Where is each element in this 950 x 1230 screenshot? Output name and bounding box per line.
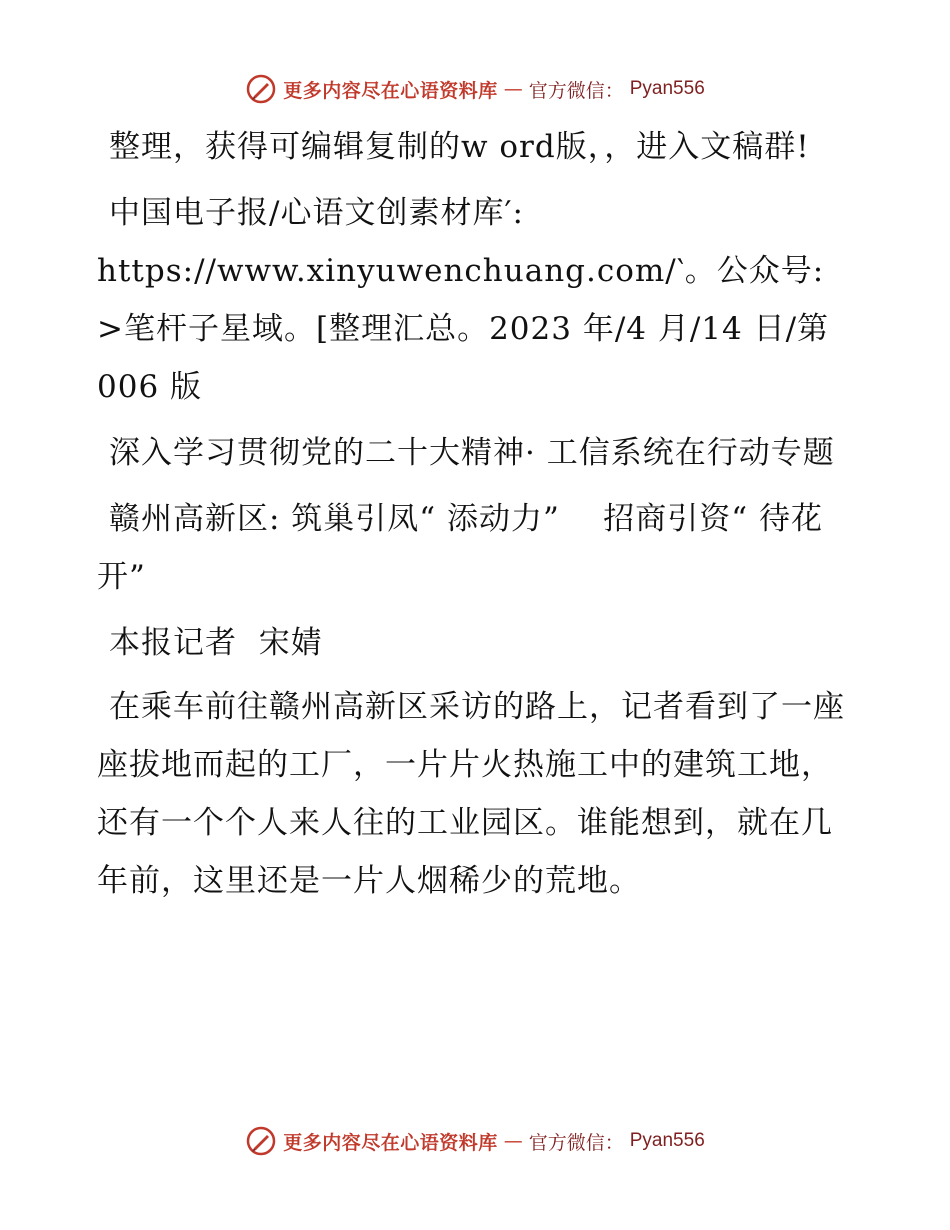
footer-dash: — bbox=[503, 1130, 523, 1152]
article-byline: 本报记者 宋婧 bbox=[109, 625, 323, 661]
footer-site-text: 更多内容尽在心语资料库 bbox=[283, 1131, 498, 1154]
article-body-paragraph: 在乘车前往赣州高新区采访的路上，记者看到了一座座拔地而起的工厂，一片片火热施工中的建筑工地，还有一个个人来人往的工业园区。谁能想到，就在几年前，这里还是一片人烟稀少的荒地。 bbox=[97, 689, 845, 899]
footer-contact-label: 官方微信： bbox=[528, 1131, 624, 1154]
banner-contact-id: Pyan556 bbox=[629, 78, 705, 99]
pen-logo-icon bbox=[245, 73, 277, 105]
banner-site-text: 更多内容尽在心语资料库 bbox=[283, 79, 498, 102]
banner-dash: — bbox=[503, 78, 523, 100]
banner-contact-label: 官方微信： bbox=[528, 79, 624, 102]
footer-contact-id: Pyan556 bbox=[629, 1130, 705, 1151]
paragraph-intro: 整理，获得可编辑复制的w ord版，，进入文稿群! bbox=[109, 129, 810, 165]
paragraph-source: 中国电子报/心语文创素材库′: https://www.xinyuwenchuang.com/‵。公众号: >笔杆子星域。[整理汇总。2023 年/4 月/14 日/第 006 版 bbox=[97, 195, 840, 405]
article-headline: 赣州高新区: 筑巢引凤“ 添动力” 招商引资“ 待花开” bbox=[97, 501, 823, 595]
paragraph-column-title: 深入学习贯彻党的二十大精神· 工信系统在行动专题 bbox=[109, 435, 835, 471]
page-header-banner bbox=[0, 72, 950, 106]
pen-logo-icon bbox=[245, 1125, 277, 1157]
document-body bbox=[97, 118, 857, 918]
page-footer-banner bbox=[0, 1124, 950, 1158]
